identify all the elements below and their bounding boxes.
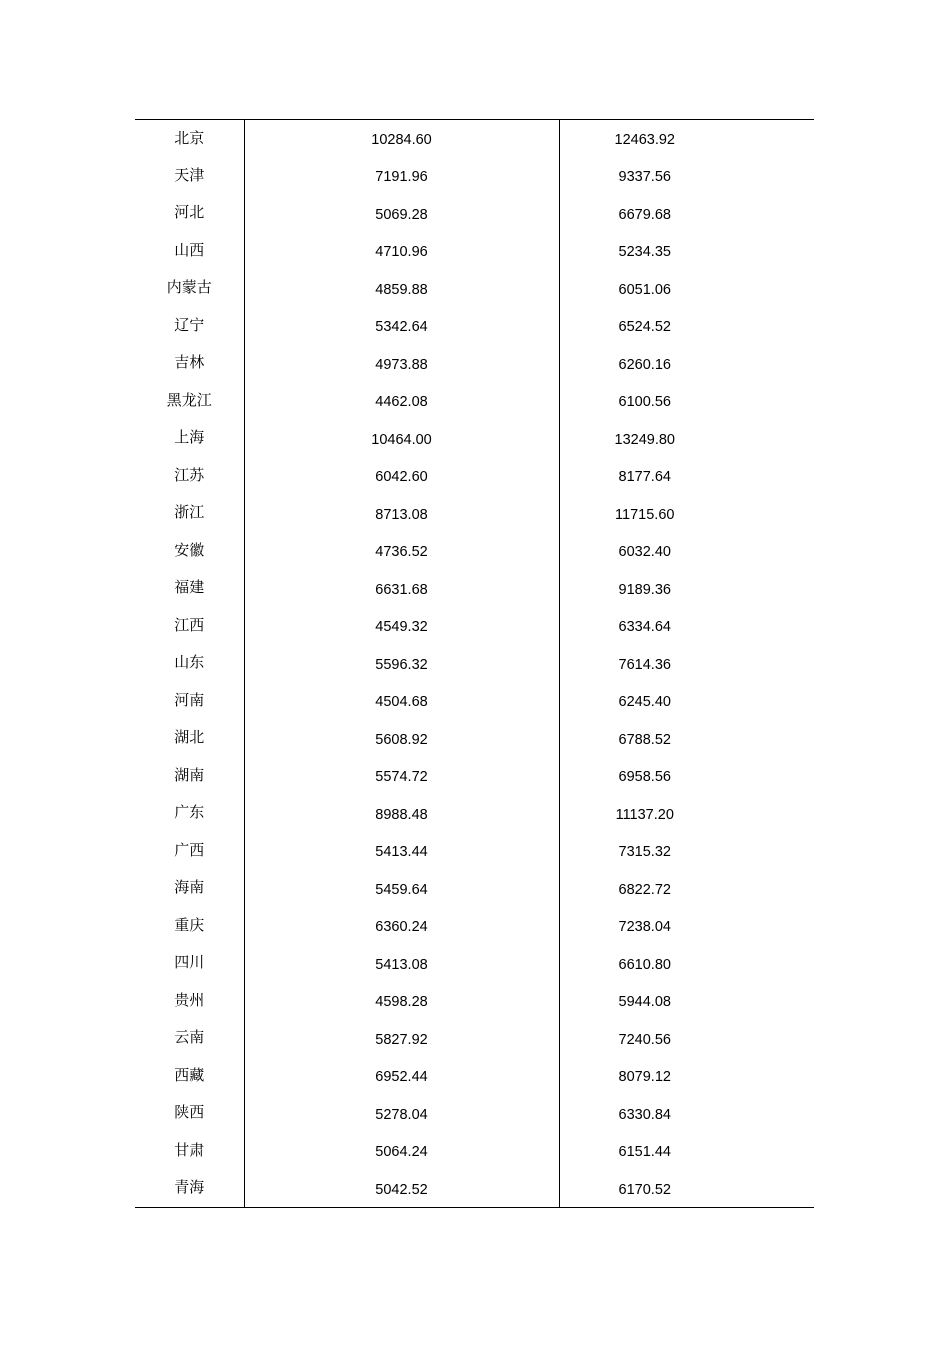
- data-table: [135, 119, 814, 1208]
- value-cell-2: [559, 532, 814, 570]
- value-cell-1: 5278.04: [244, 1095, 559, 1133]
- value-cell-2: [559, 495, 814, 533]
- value-cell-1: 5574.72: [244, 757, 559, 795]
- value-cell-1: 5042.52: [244, 1170, 559, 1208]
- value-cell-1: 4462.08: [244, 382, 559, 420]
- table-row: [135, 307, 814, 345]
- region-cell: 辽宁: [174, 315, 205, 334]
- value-cell-1: 4736.52: [244, 532, 559, 570]
- value-cell-2: [559, 1057, 814, 1095]
- value-cell-1: 6952.44: [244, 1057, 559, 1095]
- region-cell: 北京: [174, 128, 205, 147]
- table-row: [135, 532, 814, 570]
- table-row: [135, 457, 814, 495]
- value-cell-2-text: 6260.16: [618, 356, 671, 373]
- value-cell-2-text: 12463.92: [614, 132, 675, 148]
- table-row: [135, 982, 814, 1020]
- table-row: [135, 495, 814, 533]
- region-cell: 江西: [174, 615, 205, 634]
- value-cell-2-text: 11715.60: [615, 506, 675, 523]
- value-cell-2: [559, 382, 814, 420]
- table-row: [135, 757, 814, 795]
- value-cell-2: [559, 120, 814, 158]
- value-cell-2: [559, 832, 814, 870]
- value-cell-2: [559, 232, 814, 270]
- region-cell: 湖南: [174, 765, 205, 784]
- table-row: [135, 645, 814, 683]
- region-cell: 西藏: [174, 1065, 205, 1084]
- value-cell-2: [559, 1020, 814, 1058]
- table-row: [135, 1057, 814, 1095]
- value-cell-1: 4973.88: [244, 345, 559, 383]
- value-cell-2: [559, 420, 814, 458]
- value-cell-2: [559, 795, 814, 833]
- value-cell-1: 5064.24: [244, 1132, 559, 1170]
- value-cell-1: 8713.08: [244, 495, 559, 533]
- value-cell-2: [559, 270, 814, 308]
- value-cell-2-text: 13249.80: [614, 431, 675, 448]
- value-cell-2: [559, 157, 814, 195]
- table-row: [135, 720, 814, 758]
- table-row: [135, 607, 814, 645]
- region-cell: 四川: [174, 953, 205, 972]
- value-cell-2: [559, 720, 814, 758]
- value-cell-2-text: 7315.32: [618, 844, 671, 861]
- table-row: [135, 120, 814, 158]
- table-row: [135, 945, 814, 983]
- region-cell: 浙江: [174, 503, 205, 522]
- value-cell-2-text: 6822.72: [618, 881, 671, 898]
- table-row: [135, 795, 814, 833]
- value-cell-1: 6360.24: [244, 907, 559, 945]
- value-cell-2-text: 9337.56: [618, 169, 671, 186]
- value-cell-2-text: 8177.64: [618, 469, 671, 486]
- value-cell-1: 4710.96: [244, 232, 559, 270]
- region-cell: 江苏: [174, 465, 205, 484]
- value-cell-1: 5342.64: [244, 307, 559, 345]
- value-cell-2-text: 6610.80: [618, 956, 671, 973]
- table-row: [135, 832, 814, 870]
- value-cell-1: 5459.64: [244, 870, 559, 908]
- value-cell-2-text: 6330.84: [618, 1106, 671, 1123]
- region-cell: 内蒙古: [166, 278, 212, 297]
- table-row: [135, 345, 814, 383]
- region-cell: 吉林: [174, 353, 205, 372]
- table-row: [135, 1020, 814, 1058]
- value-cell-1: 10464.00: [244, 420, 559, 458]
- region-cell: 贵州: [174, 990, 205, 1009]
- value-cell-2: [559, 345, 814, 383]
- value-cell-2: [559, 870, 814, 908]
- value-cell-2: [559, 1170, 814, 1208]
- value-cell-2-text: 6100.56: [618, 394, 671, 411]
- value-cell-2-text: 7240.56: [618, 1031, 671, 1048]
- value-cell-2-text: 9189.36: [618, 581, 671, 598]
- region-cell: 湖北: [174, 728, 205, 747]
- table-row: [135, 570, 814, 608]
- region-cell: 青海: [174, 1178, 205, 1196]
- value-cell-2-text: 8079.12: [618, 1069, 671, 1086]
- value-cell-1: 5069.28: [244, 195, 559, 233]
- value-cell-1: 5413.44: [244, 832, 559, 870]
- value-cell-2-text: 7614.36: [618, 656, 671, 673]
- region-cell: 山东: [174, 653, 205, 672]
- value-cell-2: [559, 570, 814, 608]
- value-cell-1: 4859.88: [244, 270, 559, 308]
- region-cell: 天津: [174, 165, 205, 184]
- value-cell-1: 4504.68: [244, 682, 559, 720]
- table-row: [135, 232, 814, 270]
- value-cell-1: 6631.68: [244, 570, 559, 608]
- table-row: [135, 420, 814, 458]
- region-cell: 山西: [174, 240, 205, 259]
- value-cell-2-text: 5944.08: [618, 994, 671, 1011]
- value-cell-1: 4598.28: [244, 982, 559, 1020]
- value-cell-2: [559, 307, 814, 345]
- value-cell-1: 4549.32: [244, 607, 559, 645]
- value-cell-1: 5827.92: [244, 1020, 559, 1058]
- value-cell-1: 8988.48: [244, 795, 559, 833]
- region-cell: 河北: [174, 203, 205, 222]
- table-body: [135, 120, 814, 1208]
- value-cell-2: [559, 1132, 814, 1170]
- value-cell-2-text: 6032.40: [618, 544, 671, 561]
- value-cell-1: 7191.96: [244, 157, 559, 195]
- value-cell-2-text: 6788.52: [618, 731, 671, 748]
- region-cell: 黑龙江: [166, 390, 212, 409]
- region-cell: 广东: [174, 803, 205, 822]
- table-row: [135, 270, 814, 308]
- value-cell-2: [559, 907, 814, 945]
- table-row: [135, 1170, 814, 1208]
- value-cell-2-text: 6524.52: [618, 319, 671, 336]
- table-row: [135, 870, 814, 908]
- region-cell: 河南: [174, 690, 205, 709]
- value-cell-1: 6042.60: [244, 457, 559, 495]
- table-row: [135, 682, 814, 720]
- value-cell-2-text: 6151.44: [618, 1144, 671, 1161]
- value-cell-2: [559, 457, 814, 495]
- table-row: [135, 195, 814, 233]
- value-cell-2: [559, 195, 814, 233]
- value-cell-2-text: 6051.06: [618, 281, 671, 298]
- value-cell-2-text: 6334.64: [618, 619, 671, 636]
- value-cell-2: [559, 945, 814, 983]
- table-row: [135, 907, 814, 945]
- value-cell-2-text: 7238.04: [618, 919, 671, 936]
- table-row: [135, 1095, 814, 1133]
- table-row: [135, 1132, 814, 1170]
- region-cell: 陕西: [174, 1103, 205, 1122]
- table-row: [135, 382, 814, 420]
- value-cell-2-text: 5234.35: [618, 244, 671, 261]
- region-cell: 云南: [174, 1028, 205, 1047]
- region-cell: 重庆: [174, 915, 205, 934]
- region-cell: 福建: [174, 578, 205, 597]
- value-cell-2: [559, 682, 814, 720]
- value-cell-2: [559, 1095, 814, 1133]
- value-cell-1: 10284.60: [244, 120, 559, 158]
- value-cell-1: 5413.08: [244, 945, 559, 983]
- value-cell-2-text: 6958.56: [618, 769, 671, 786]
- value-cell-1: 5608.92: [244, 720, 559, 758]
- region-cell: 上海: [174, 428, 205, 447]
- value-cell-2-text: 6245.40: [618, 694, 671, 711]
- table-row: [135, 157, 814, 195]
- value-cell-2: [559, 757, 814, 795]
- value-cell-2-text: 11137.20: [615, 806, 674, 823]
- region-cell: 海南: [174, 878, 205, 897]
- region-cell: 安徽: [174, 540, 205, 559]
- value-cell-2: [559, 607, 814, 645]
- value-cell-2: [559, 645, 814, 683]
- region-cell: 广西: [174, 840, 205, 859]
- value-cell-2-text: 6679.68: [618, 206, 671, 223]
- value-cell-2-text: 6170.52: [618, 1181, 671, 1198]
- value-cell-1: 5596.32: [244, 645, 559, 683]
- value-cell-2: [559, 982, 814, 1020]
- region-cell: 甘肃: [174, 1140, 205, 1159]
